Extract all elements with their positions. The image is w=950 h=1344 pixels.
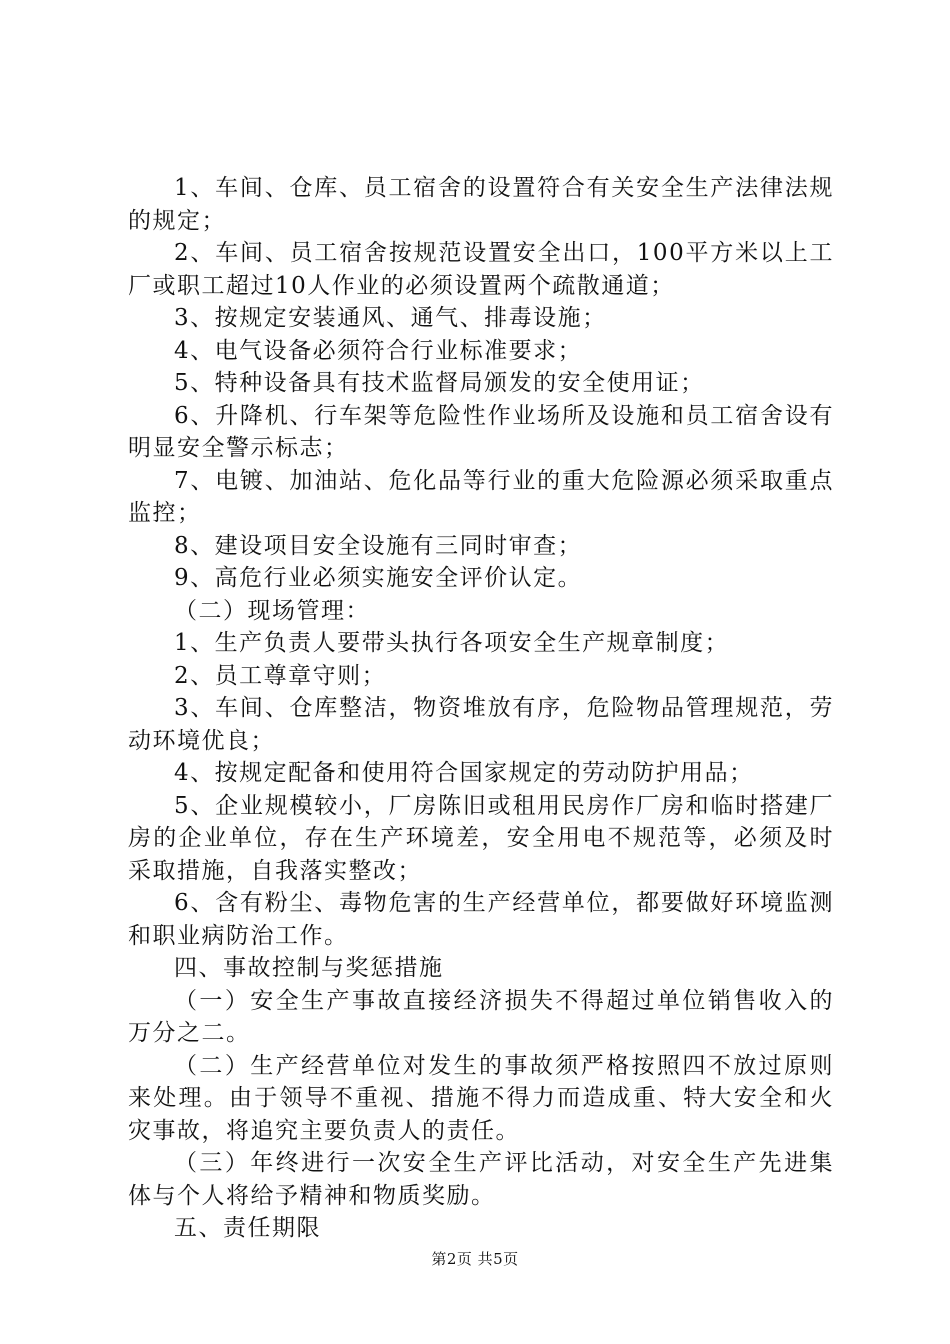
document-body	[128, 172, 834, 1245]
paragraph-6: 6、升降机、行车架等危险性作业场所及设施和员工宿舍设有明显安全警示标志；	[128, 402, 834, 461]
section-heading-site-management: （二）现场管理：	[174, 597, 370, 624]
paragraph-5: 5、特种设备具有技术监督局颁发的安全使用证；	[174, 370, 705, 396]
section-heading-responsibility-period: 五、责任期限	[174, 1215, 321, 1241]
paragraph-2: 2、车间、员工宿舍按规范设置安全出口，100平方米以上工厂或职工超过10人作业的必须设置两个疏散通道；	[128, 240, 834, 299]
page-number-footer: 第2页 共5页	[431, 1250, 519, 1268]
paragraph-15: 6、含有粉尘、毒物危害的生产经营单位，都要做好环境监测和职业病防治工作。	[128, 890, 834, 949]
paragraph-12: 3、车间、仓库整洁，物资堆放有序，危险物品管理规范，劳动环境优良；	[128, 695, 834, 754]
paragraph-9: 9、高危行业必须实施安全评价认定。	[174, 565, 583, 591]
paragraph-16: （一）安全生产事故直接经济损失不得超过单位销售收入的万分之二。	[128, 987, 834, 1046]
paragraph-4: 4、电气设备必须符合行业标准要求；	[174, 337, 583, 364]
paragraph-7: 7、电镀、加油站、危化品等行业的重大危险源必须采取重点监控；	[128, 467, 834, 526]
paragraph-11: 2、员工尊章守则；	[174, 662, 387, 689]
paragraph-1: 1、车间、仓库、员工宿舍的设置符合有关安全生产法律法规的规定；	[128, 175, 834, 234]
section-heading-accident-control: 四、事故控制与奖惩措施	[174, 955, 444, 981]
paragraph-17: （二）生产经营单位对发生的事故须严格按照四不放过原则来处理。由于领导不重视、措施不得力而造成重、特大安全和火灾事故，将追究主要负责人的责任。	[128, 1052, 834, 1144]
paragraph-14: 5、企业规模较小，厂房陈旧或租用民房作厂房和临时搭建厂房的企业单位，存在生产环境差，安全用电不规范等，必须及时采取措施，自我落实整改；	[128, 792, 834, 884]
paragraph-3: 3、按规定安装通风、通气、排毒设施；	[174, 305, 607, 331]
paragraph-8: 8、建设项目安全设施有三同时审查；	[174, 532, 583, 559]
paragraph-18: （三）年终进行一次安全生产评比活动，对安全生产先进集体与个人将给予精神和物质奖励。	[128, 1150, 834, 1209]
paragraph-10: 1、生产负责人要带头执行各项安全生产规章制度；	[174, 630, 730, 656]
paragraph-13: 4、按规定配备和使用符合国家规定的劳动防护用品；	[174, 760, 754, 786]
